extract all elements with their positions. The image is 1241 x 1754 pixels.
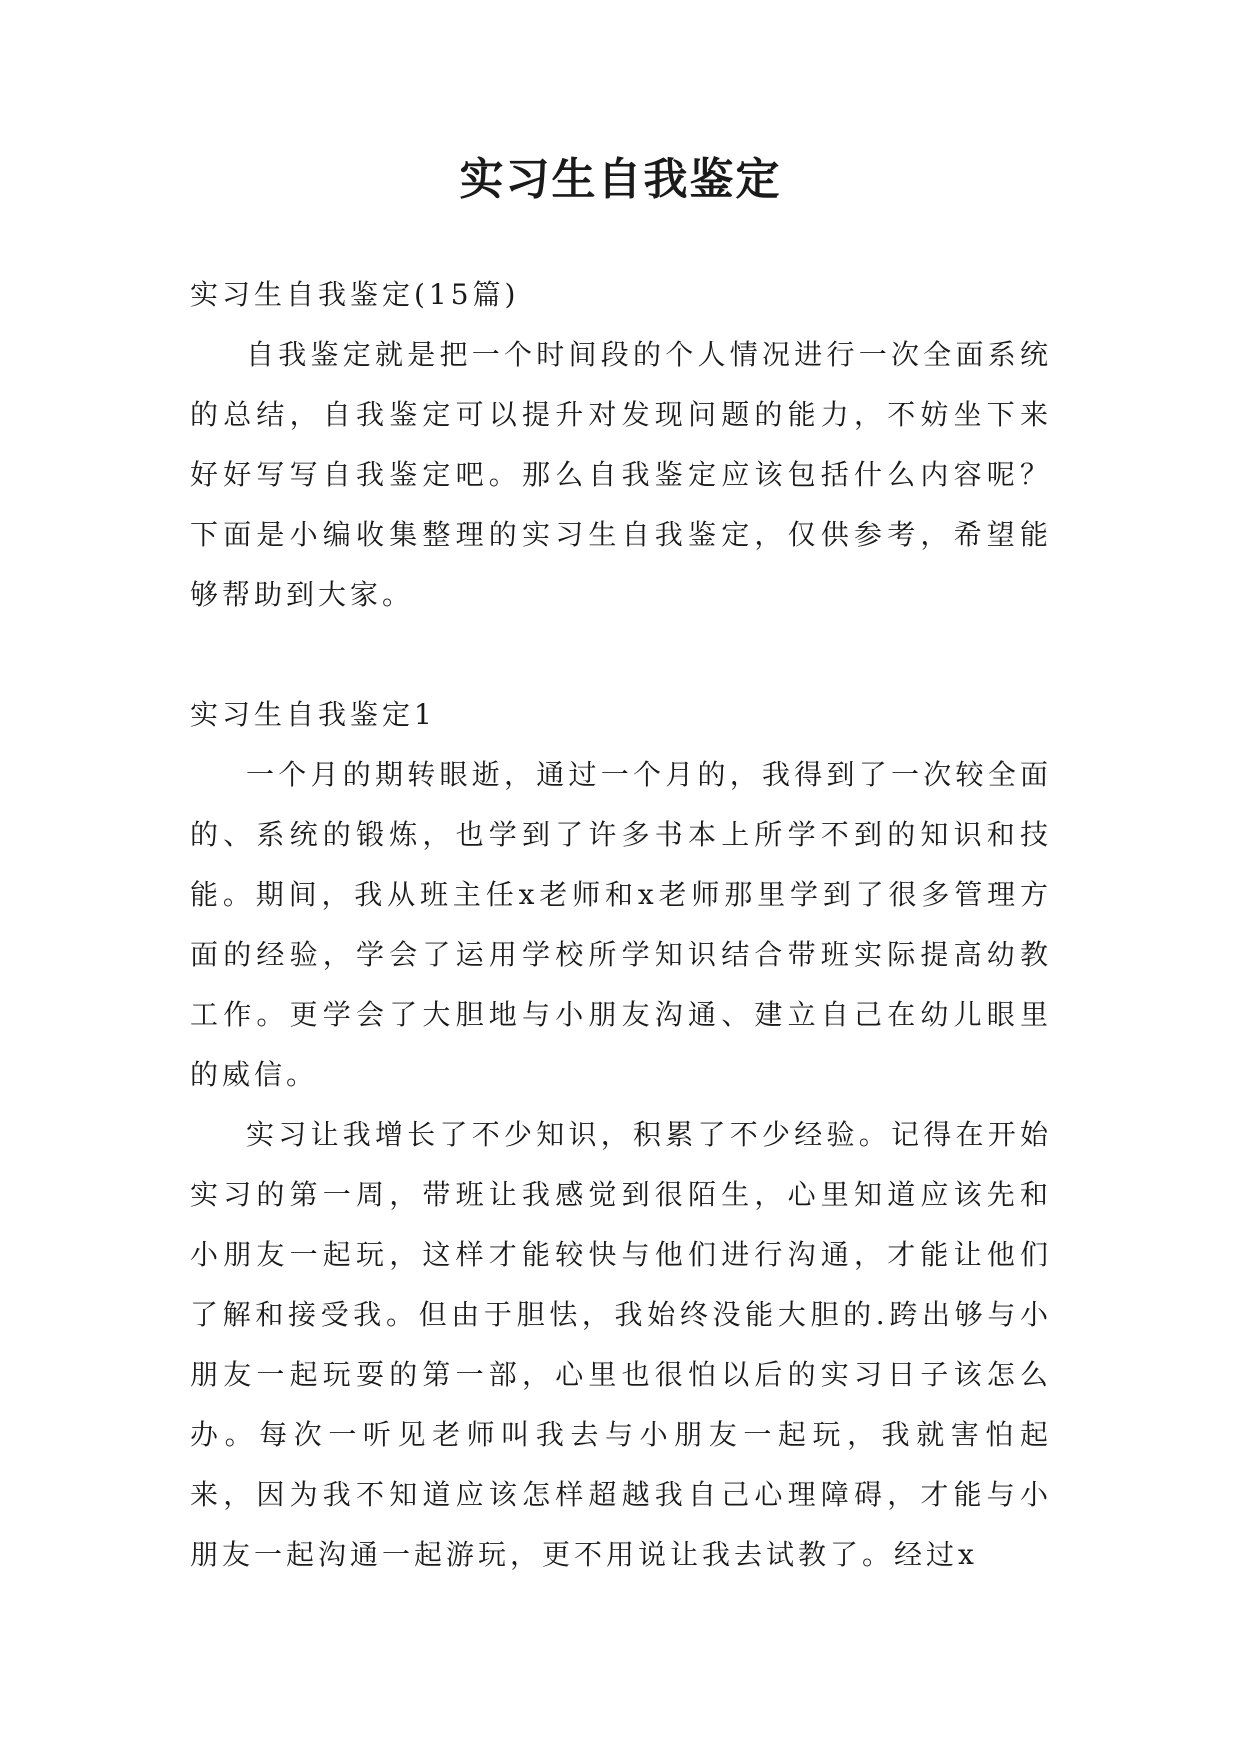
- body-paragraph-2: 实习让我增长了不少知识，积累了不少经验。记得在开始实习的第一周，带班让我感觉到很陌生，心里知道应该先和小朋友一起玩，这样才能较快与他们进行沟通，才能让他们了解和接受我。但由于胆怯，我始终没能大胆的.跨出够与小朋友一起玩耍的第一部，心里也很怕以后的实习日子该怎么办。每次一听见老师叫我去与小朋友一起玩，我就害怕起来，因为我不知道应该怎样超越我自己心理障碍，才能与小朋友一起沟通一起游玩，更不用说让我去试教了。经过x: [190, 1118, 1052, 1571]
- body-paragraph-1: 一个月的期转眼逝，通过一个月的，我得到了一次较全面的、系统的锻炼，也学到了许多书本上所学不到的知识和技能。期间，我从班主任x老师和x老师那里学到了很多管理方面的经验，学会了运用学校所学知识结合带班实际提高幼教工作。更学会了大胆地与小朋友沟通、建立自己在幼儿眼里的威信。: [190, 758, 1052, 1091]
- document-body: [190, 265, 1052, 1585]
- section-spacer: [190, 625, 1052, 685]
- document-subtitle: 实习生自我鉴定(15篇): [190, 278, 520, 311]
- intro-paragraph: 自我鉴定就是把一个时间段的个人情况进行一次全面系统的总结，自我鉴定可以提升对发现问题的能力，不妨坐下来好好写写自我鉴定吧。那么自我鉴定应该包括什么内容呢？下面是小编收集整理的实习生自我鉴定，仅供参考，希望能够帮助到大家。: [190, 338, 1052, 611]
- document-title: 实习生自我鉴定: [459, 154, 782, 205]
- section-heading: 实习生自我鉴定1: [190, 698, 436, 731]
